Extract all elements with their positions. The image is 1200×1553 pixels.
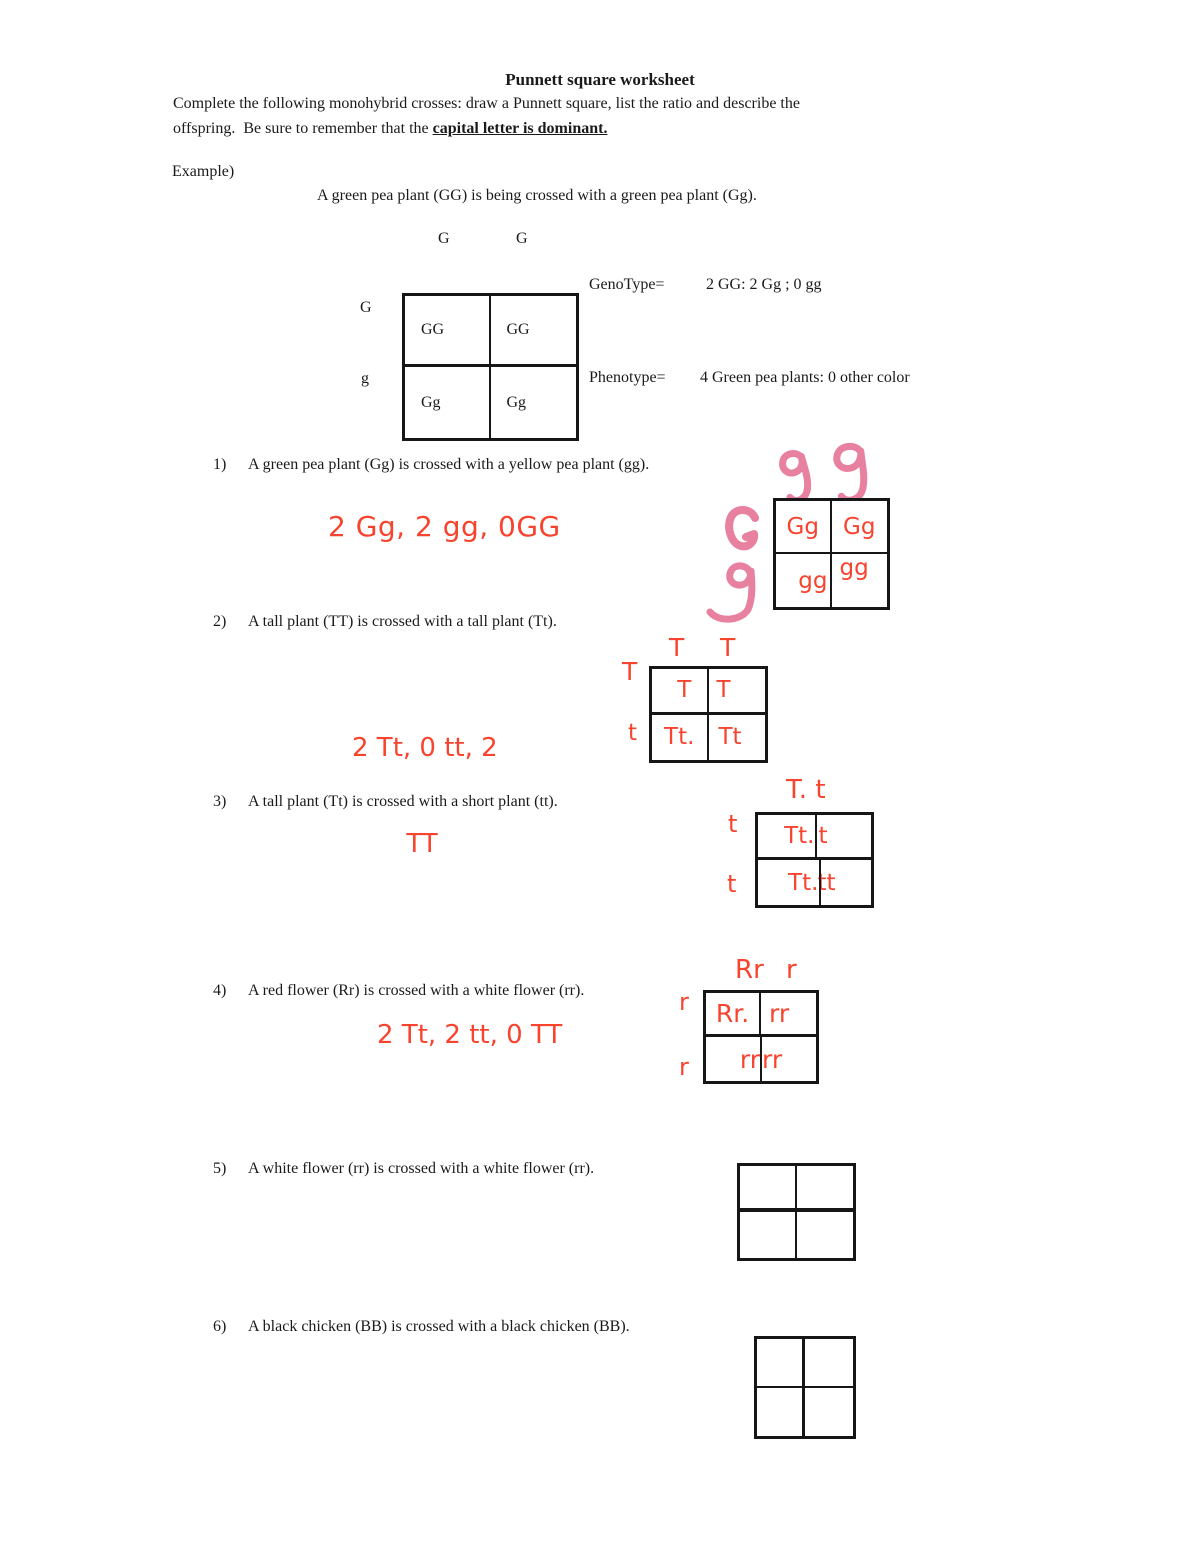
q2-row-label-2: t — [628, 720, 638, 746]
question-4-number: 4) — [213, 982, 227, 999]
q4-cell-1: Rr. — [706, 993, 761, 1037]
question-1-number: 1) — [213, 456, 227, 473]
q4-cell-4: rr — [762, 1044, 783, 1074]
punnett-square-5 — [737, 1163, 856, 1261]
phenotype-label: Phenotype= — [589, 369, 666, 386]
question-3-text: A tall plant (Tt) is crossed with a short plant (tt). — [248, 793, 558, 810]
q3-cell-4: tt — [817, 869, 836, 896]
page-title: Punnett square worksheet — [505, 70, 695, 89]
q1-cell-1: Gg — [776, 501, 832, 554]
example-row-label-2: g — [361, 370, 369, 387]
question-2-answer-line1: 2 Tt, 0 tt, 2 — [352, 733, 498, 763]
question-1-text: A green pea plant (Gg) is crossed with a yellow pea plant (gg). — [248, 456, 650, 473]
q5-cell-3 — [740, 1212, 797, 1258]
intro-line-1: Complete the following monohybrid crosses: draw a Punnett square, list the ratio and describe the — [173, 95, 800, 112]
q1-cell-2: Gg — [832, 501, 888, 554]
example-label: Example) — [172, 163, 235, 180]
punnett-square-6 — [754, 1336, 856, 1439]
q4-cell-2: rr — [761, 993, 816, 1037]
q3-cell-2: t — [815, 815, 872, 860]
intro-line-2-plain: offspring. Be sure to remember that the — [173, 120, 433, 137]
q4-row-label-1: r — [679, 988, 689, 1016]
phenotype-value: 4 Green pea plants: 0 other color — [700, 369, 910, 386]
q2-col-label-2: T — [720, 633, 736, 662]
q2-col-label-1: T — [669, 633, 685, 662]
q2-row-label-1: T — [622, 657, 638, 686]
question-4-answer: 2 Tt, 2 tt, 0 TT — [377, 1020, 563, 1050]
example-sentence: A green pea plant (GG) is being crossed with a green pea plant (Gg). — [317, 187, 757, 204]
q4-cell-3: rr — [706, 1037, 762, 1081]
handwritten-row-label-g — [698, 560, 768, 630]
q2-cell-1: T — [652, 669, 709, 715]
example-cell-3: Gg — [405, 367, 491, 438]
question-4-text: A red flower (Rr) is crossed with a white flower (rr). — [248, 982, 585, 999]
question-5-text: A white flower (rr) is crossed with a white flower (rr). — [248, 1160, 595, 1177]
q3-row-label-2: t — [727, 870, 737, 898]
example-col-label-2: G — [516, 230, 528, 247]
q4-row-label-2: r — [679, 1053, 689, 1081]
q4-col-label-2: r — [786, 955, 797, 985]
punnett-square-2 — [649, 666, 768, 763]
example-cell-4: Gg — [506, 393, 527, 411]
question-3-number: 3) — [213, 793, 227, 810]
q3-top-label: T. t — [786, 775, 826, 805]
q5-cell-1 — [740, 1166, 797, 1212]
question-6-number: 6) — [213, 1318, 227, 1335]
question-6-text: A black chicken (BB) is crossed with a black chicken (BB). — [248, 1318, 630, 1335]
example-cell-2: GG — [491, 296, 577, 367]
question-2-answer-line2: TT — [406, 829, 438, 859]
q6-cell-4 — [805, 1388, 853, 1437]
question-2-text: A tall plant (TT) is crossed with a tall plant (Tt). — [248, 613, 557, 630]
q6-cell-3 — [757, 1388, 805, 1437]
punnett-square-4 — [703, 990, 819, 1084]
question-5-number: 5) — [213, 1160, 227, 1177]
q1-cell-3: gg — [776, 554, 832, 607]
q5-cell-2 — [797, 1166, 854, 1212]
q3-cell-3: Tt. — [758, 860, 821, 905]
handwritten-row-label-G — [726, 507, 760, 557]
punnett-square-3 — [755, 812, 874, 908]
punnett-square-example — [402, 293, 579, 441]
example-col-label-1: G — [438, 230, 450, 247]
q1-cell-4: gg — [839, 555, 869, 581]
q6-cell-2 — [805, 1339, 853, 1388]
q2-cell-2: T — [709, 669, 766, 715]
q2-cell-3: Tt. — [652, 715, 709, 761]
q5-cell-4 — [797, 1212, 854, 1258]
question-1-answer: 2 Gg, 2 gg, 0GG — [328, 510, 561, 543]
genotype-value: 2 GG: 2 Gg ; 0 gg — [706, 276, 822, 293]
dominant-rule-text: capital letter is dominant. — [432, 120, 608, 137]
q6-cell-1 — [757, 1339, 805, 1388]
q3-row-label-1: t — [728, 810, 738, 838]
q3-cell-1: Tt. — [758, 815, 817, 860]
q2-cell-4: Tt — [718, 724, 742, 751]
example-row-label-1: G — [360, 299, 372, 316]
punnett-square-1 — [773, 498, 890, 610]
question-2-number: 2) — [213, 613, 227, 630]
example-cell-1: GG — [405, 296, 491, 367]
intro-line-2 — [173, 120, 607, 138]
genotype-label: GenoType= — [589, 276, 665, 293]
q4-col-label-1: Rr — [735, 955, 764, 985]
